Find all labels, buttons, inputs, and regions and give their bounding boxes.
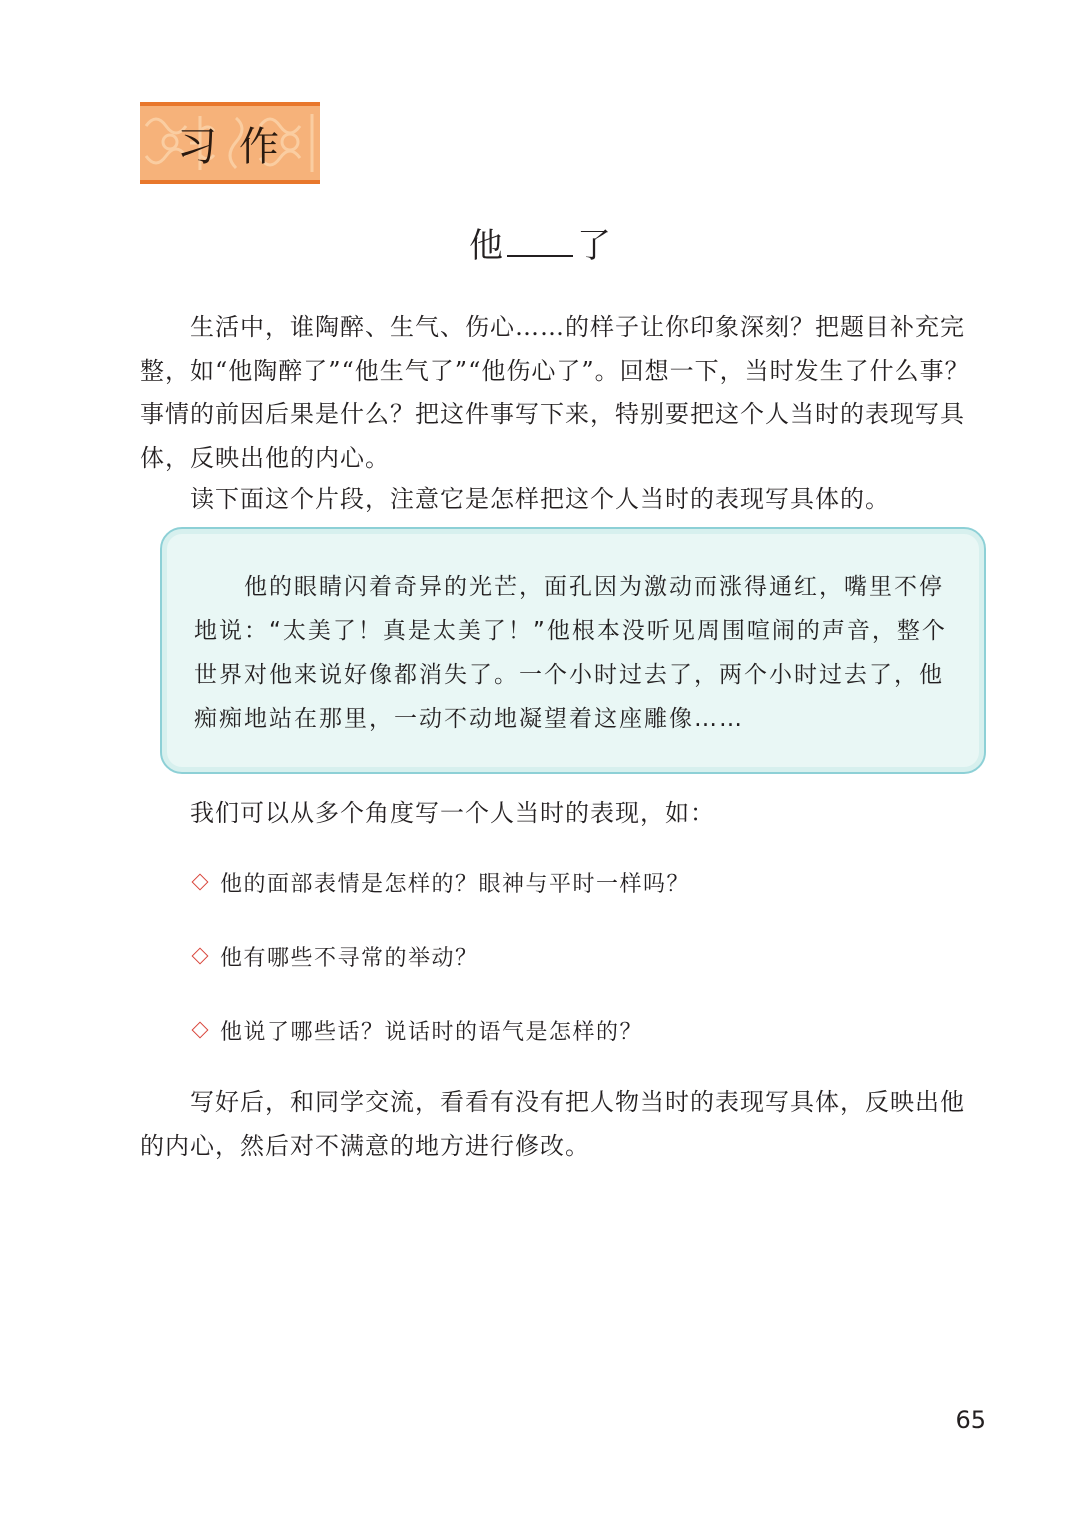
angles-intro: 我们可以从多个角度写一个人当时的表现，如： [190, 799, 715, 827]
section-badge [140, 102, 320, 184]
closing-paragraph: 写好后，和同学交流，看看有没有把人物当时的表现写具体，反映出他的内心，然后对不满意的地方进行修改。 [140, 1088, 965, 1160]
reading-instruction: 读下面这个片段，注意它是怎样把这个人当时的表现写具体的。 [190, 485, 890, 513]
list-item [190, 1015, 643, 1045]
list-item [190, 867, 690, 897]
page-title [0, 218, 1080, 274]
excerpt-text: 他的眼睛闪着奇异的光芒，面孔因为激动而涨得通红，嘴里不停地说：“太美了！真是太美了！”他根本没听见周围喧闹的声音，整个世界对他来说好像都消失了。一个小时过去了，两个小时过去了，他痴痴地站在那里，一动不动地凝望着这座雕像…… [194, 574, 947, 732]
title-before: 他 [469, 226, 503, 266]
list-item [190, 941, 479, 971]
page-number: 65 [955, 1406, 986, 1434]
title-after: 了 [577, 226, 611, 266]
excerpt-box [160, 527, 986, 774]
diamond-icon [192, 874, 209, 891]
section-label: 习作 [177, 123, 301, 170]
list-item-text: 他说了哪些话？说话时的语气是怎样的？ [220, 1019, 644, 1045]
list-item-text: 他的面部表情是怎样的？眼神与平时一样吗？ [220, 871, 691, 897]
diamond-icon [192, 1022, 209, 1039]
diamond-icon [192, 948, 209, 965]
intro-paragraph: 生活中，谁陶醉、生气、伤心……的样子让你印象深刻？把题目补充完整，如“他陶醉了”“他生气了”“他伤心了”。回想一下，当时发生了什么事？事情的前因后果是什么？把这件事写下来，特别要把这个人当时的表现写具体，反映出他的内心。 [140, 313, 970, 472]
title-blank [507, 225, 573, 257]
list-item-text: 他有哪些不寻常的举动？ [220, 945, 479, 971]
